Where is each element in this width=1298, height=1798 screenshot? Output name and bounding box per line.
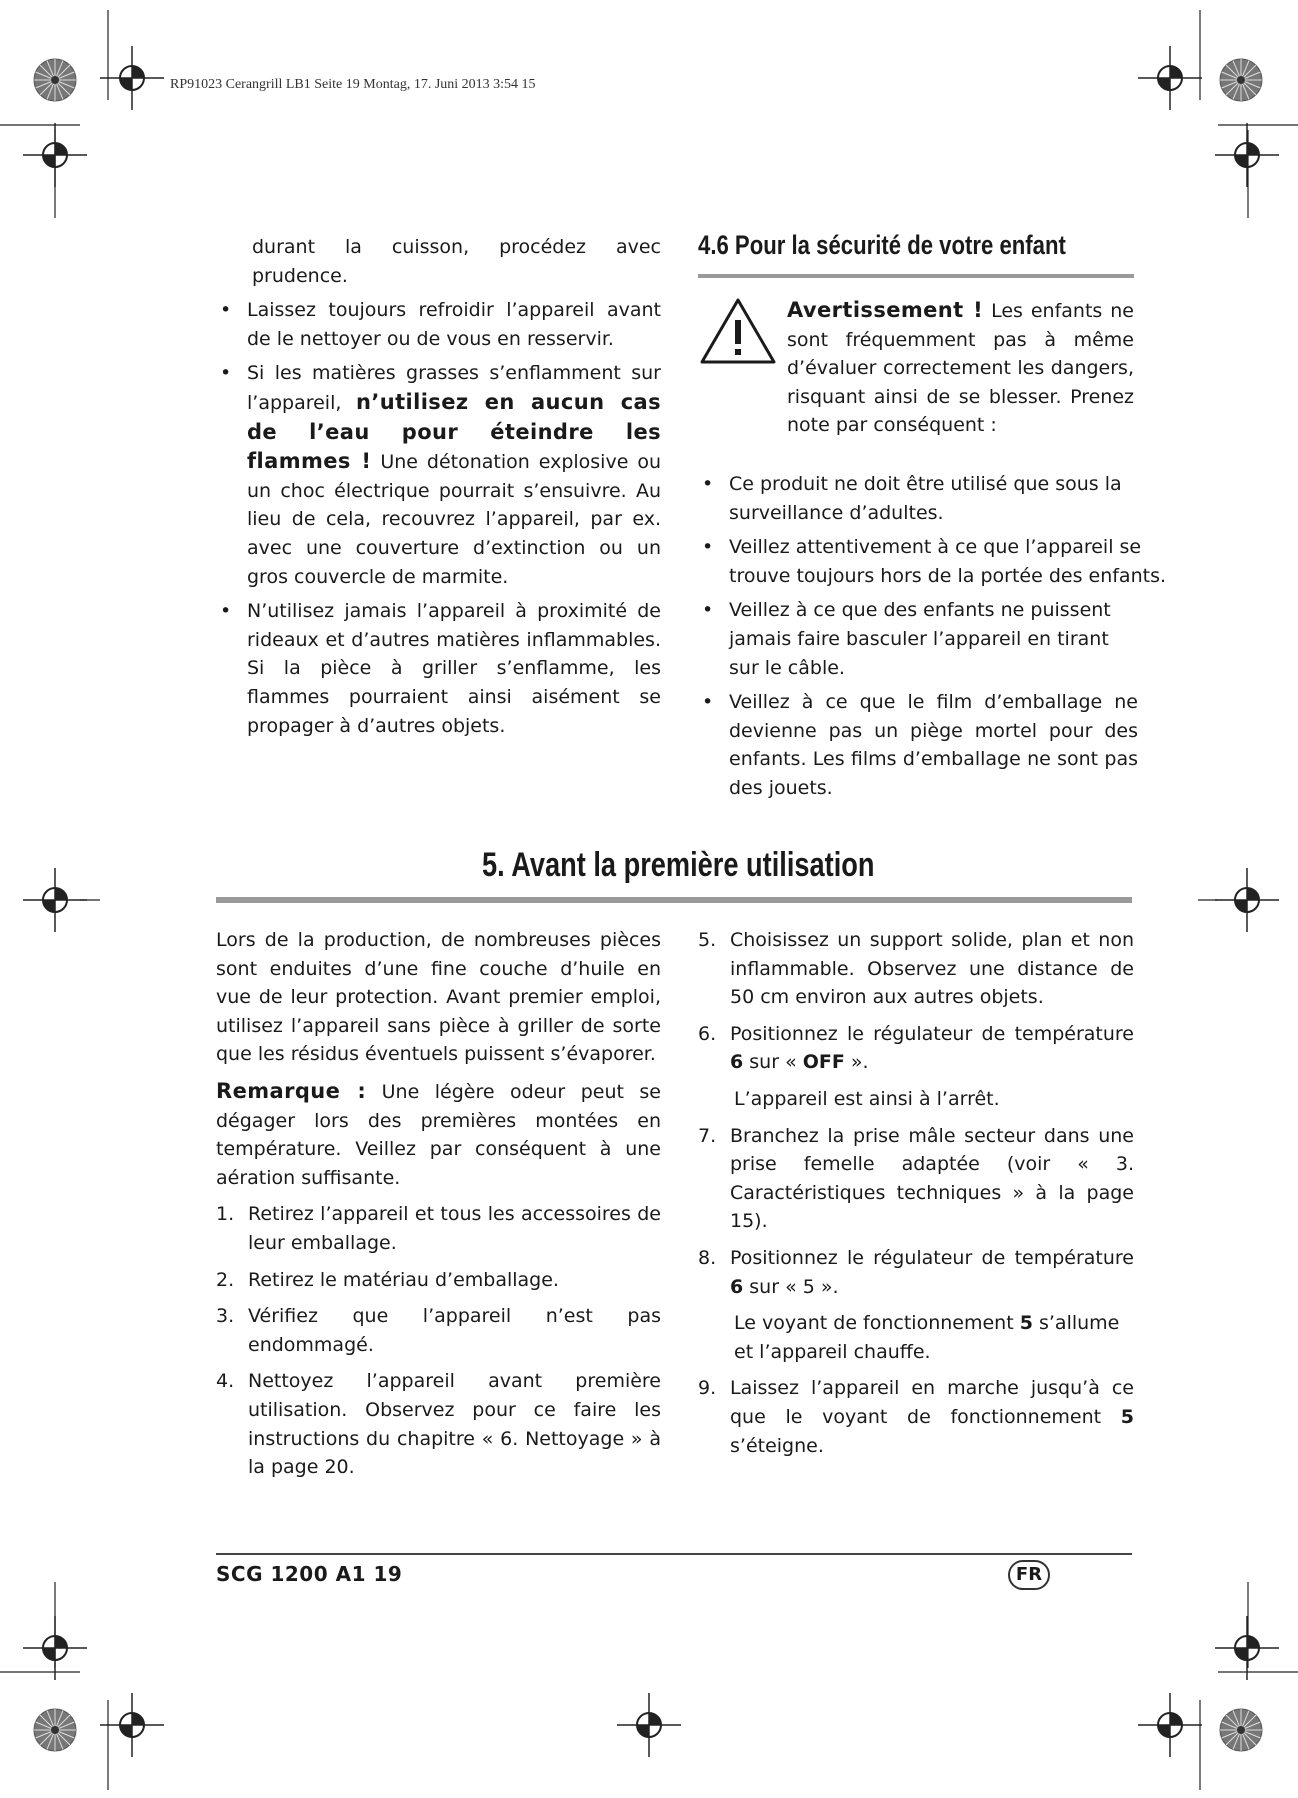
continuation-text: durant la cuisson, procédez avec prudence. <box>252 236 661 287</box>
child-safety-list <box>698 470 1178 803</box>
section-4-6-heading: 4.6 Pour la sécurité de votre enfant <box>698 230 1066 260</box>
step-item: 9. Laissez l’appareil en marche jusqu’à ce que le voyant de fonctionnement 5 s’éteigne. <box>698 1377 1134 1457</box>
section-5-left-column <box>216 926 661 1482</box>
step-result: L’appareil est ainsi à l’arrêt. <box>734 1087 1000 1110</box>
warning-text: Avertissement ! Les enfants ne sont fréquemment pas à même d’évaluer correctement les dangers, risquant ainsi de se blesser. Prenez note par conséquent : <box>787 298 1134 437</box>
warning-triangle-icon <box>698 296 778 366</box>
step-result: Le voyant de fonctionnement 5 s’allume et l’appareil chauffe. <box>734 1312 1120 1363</box>
list-item: • Veillez attentivement à ce que l’appareil se trouve toujours hors de la portée des enfants. <box>698 533 1178 590</box>
list-item: • N’utilisez jamais l’appareil à proximité de rideaux et d’autres matières inflammables. Si la pièce à griller s’enflamme, les flammes pourraient ainsi aisément se propager à d’autres objets. <box>216 597 661 740</box>
step-item: 2. Retirez le matériau d’emballage. <box>216 1268 559 1291</box>
list-item: • Veillez à ce que le film d’emballage ne devienne pas un piège mortel pour des enfants. Les films d’emballage ne sont pas des jouets. <box>698 688 1178 802</box>
step-item: 4. Nettoyez l’appareil avant première utilisation. Observez pour ce faire les instructions du chapitre « 6. Nettoyage » à la page 20. <box>216 1370 661 1479</box>
footer-language-badge: FR <box>1008 1560 1050 1590</box>
left-top-column <box>216 233 661 740</box>
bullet-icon: • <box>220 600 232 623</box>
print-header: RP91023 Cerangrill LB1 Seite 19 Montag, 17. Juni 2013 3:54 15 <box>170 77 536 92</box>
bullet-icon: • <box>702 691 714 714</box>
note-label: Remarque : <box>216 1078 367 1103</box>
step-item: 5. Choisissez un support solide, plan et non inflammable. Observez une distance de 50 cm environ aux autres objets. <box>698 929 1134 1009</box>
section-5-right-column <box>698 926 1134 1460</box>
list-item: • Veillez à ce que des enfants ne puissent jamais faire basculer l’appareil en tirant sur le câble. <box>698 596 1178 682</box>
bullet-icon: • <box>220 362 232 385</box>
bullet-icon: • <box>702 536 714 559</box>
section-5-rule <box>216 897 1132 903</box>
bullet-icon: • <box>702 599 714 622</box>
step-item: 6. Positionnez le régulateur de température 6 sur « OFF ». <box>698 1022 1134 1074</box>
fire-warning-bold: n’utilisez en aucun cas de l’eau pour éteindre les flammes ! <box>247 389 662 474</box>
footer-model-page: SCG 1200 A1 19 <box>216 1562 403 1586</box>
step-item: 8. Positionnez le régulateur de température 6 sur « 5 ». <box>698 1246 1134 1298</box>
step-item: 1. Retirez l’appareil et tous les accessoires de leur emballage. <box>216 1203 661 1254</box>
step-item: 7. Branchez la prise mâle secteur dans une prise femelle adaptée (voir « 3. Caractéristiques techniques » à la page 15). <box>698 1124 1134 1233</box>
bullet-icon: • <box>220 299 232 322</box>
intro-paragraph: Lors de la production, de nombreuses pièces sont enduites d’une fine couche d’huile en vue de leur protection. Avant premier emploi, utilisez l’appareil sans pièce à griller de sorte que les résidus éventuels puissent s’évaporer. <box>216 929 661 1066</box>
section-5-heading: 5. Avant la première utilisation <box>482 846 875 884</box>
warning-label: Avertissement ! <box>787 298 984 322</box>
note-paragraph: Remarque : Une légère odeur peut se dégager lors des premières montées en température. Veillez par conséquent à une aération suffisante. <box>216 1078 661 1189</box>
section-4-6-rule <box>698 274 1134 278</box>
bullet-icon: • <box>702 473 714 495</box>
footer-rule <box>216 1553 1132 1555</box>
step-item: 3. Vérifiez que l’appareil n’est pas endommagé. <box>216 1305 661 1356</box>
list-item: • Si les matières grasses s’enflamment sur l’appareil, n’utilisez en aucun cas de l’eau pour éteindre les flammes ! Une détonation explosive ou un choc électrique pourrait s’ensuivre. Au lieu de cela, recouvrez l’appareil, par ex. avec une couverture d’extinction ou un gros couvercle de marmite. <box>216 359 661 591</box>
list-item: • Ce produit ne doit être utilisé que sous la surveillance d’adultes. <box>698 470 1178 527</box>
list-item: • Laissez toujours refroidir l’appareil avant de le nettoyer ou de vous en resservir. <box>216 296 661 353</box>
